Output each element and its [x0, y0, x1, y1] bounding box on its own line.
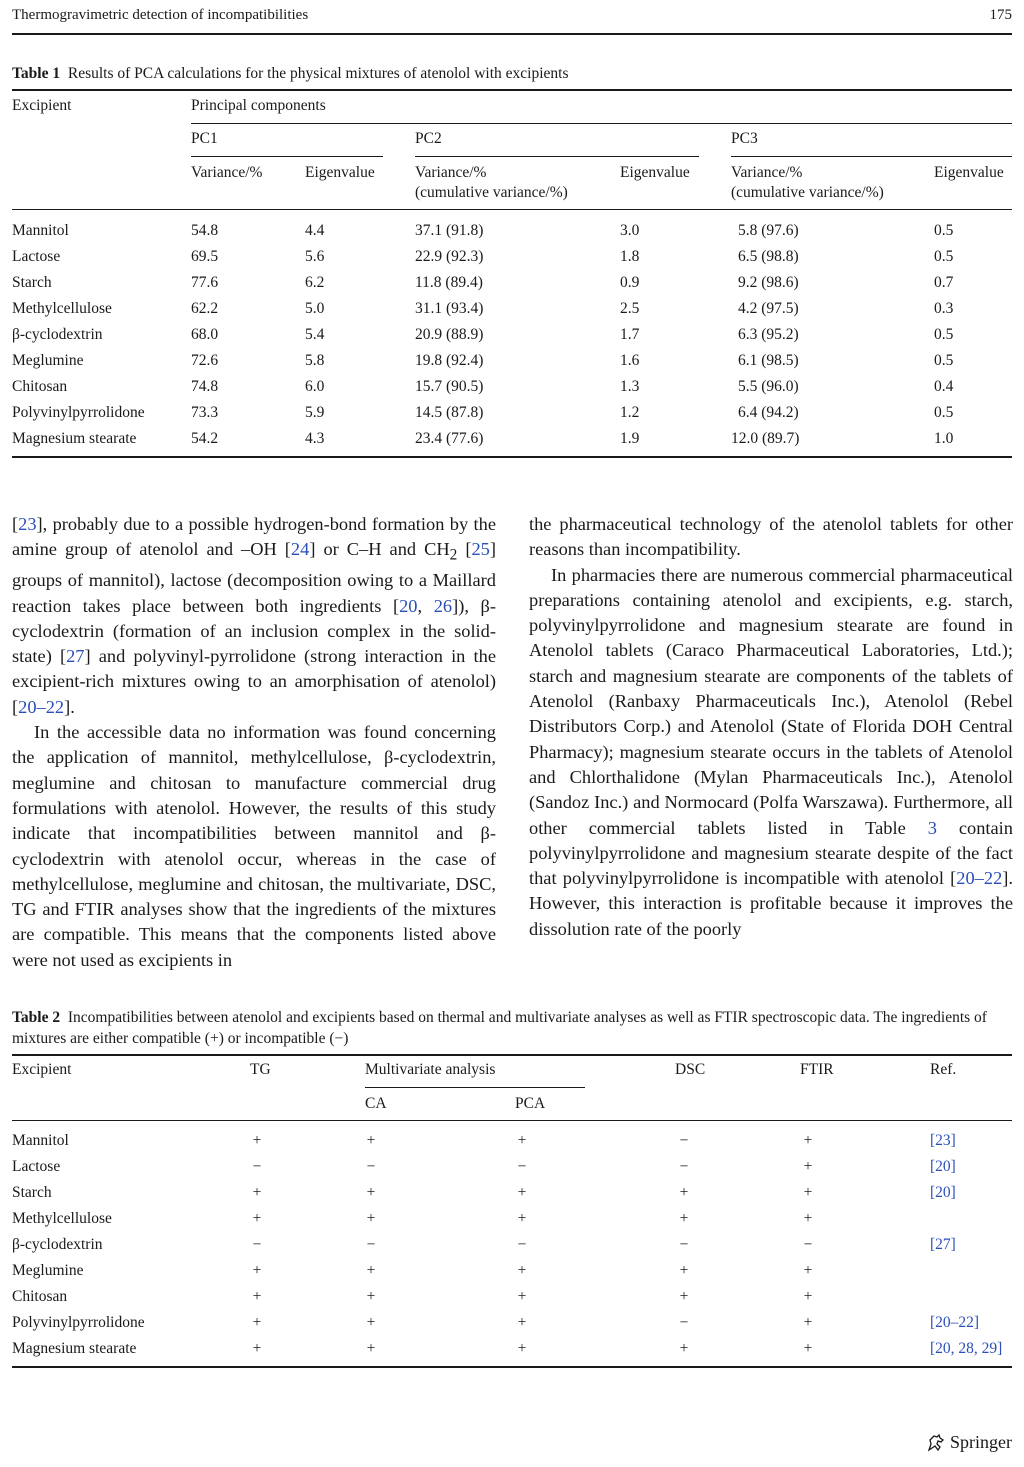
- table1-cell: 9.2 (98.6): [738, 274, 799, 291]
- table2-cell-mark: +: [366, 1314, 376, 1331]
- text-run: ]. However, this interaction is profitable because it improves the dissolution rate of the poorly: [529, 868, 1013, 939]
- running-head: [12, 7, 1012, 31]
- text-run: ] or C–H and CH: [309, 539, 450, 560]
- table1-cell: 4.2 (97.5): [738, 300, 799, 317]
- table1-cell: 1.3: [620, 378, 640, 395]
- table1-cell: 5.5 (96.0): [738, 378, 799, 395]
- table2-cell-mark: −: [517, 1236, 527, 1253]
- table1-cell: 6.5 (98.8): [738, 248, 799, 265]
- table1-principal-rule: [191, 123, 1012, 124]
- table1-cell: 72.6: [191, 352, 219, 369]
- table1-cell: 68.0: [191, 326, 219, 343]
- table1-cell-excipient: Chitosan: [12, 378, 68, 395]
- table2-cell-excipient: β-cyclodextrin: [12, 1236, 103, 1253]
- table2-cell-excipient: Magnesium stearate: [12, 1340, 137, 1357]
- table1-cell: 1.0: [934, 430, 954, 447]
- table1-cell-excipient: Magnesium stearate: [12, 430, 137, 447]
- citation-link[interactable]: 20–22: [18, 696, 65, 717]
- paragraph: [529, 512, 1013, 563]
- table1-cell: 4.4: [305, 222, 325, 239]
- table2-cell-ref[interactable]: [20–22]: [930, 1314, 980, 1331]
- table2-cell-ref[interactable]: [20]: [930, 1158, 956, 1175]
- table1-cell: 5.9: [305, 404, 325, 421]
- text-run: [: [12, 514, 19, 534]
- table1-cell-excipient: Methylcellulose: [12, 300, 112, 317]
- paragraph: [12, 512, 496, 720]
- table1-head-pc2: PC2: [415, 130, 442, 147]
- table2-cell-mark: +: [517, 1314, 527, 1331]
- table1-cell: 5.8: [305, 352, 325, 369]
- table2-cell-mark: +: [252, 1340, 262, 1357]
- running-head-rule: [12, 33, 1012, 35]
- table1-cell: 5.8 (97.6): [738, 222, 799, 239]
- text-run: ], probably due to a possible hydrogen-bond formation by the amine group of atenolol and –OH [: [12, 514, 496, 560]
- text-run: ,: [417, 595, 434, 616]
- citation-link[interactable]: 25: [471, 539, 490, 560]
- table1-cell: 62.2: [191, 300, 219, 317]
- table2-cell-mark: +: [517, 1288, 527, 1305]
- table1-cell: 0.5: [934, 404, 954, 421]
- table1-head-pc2-cumulative: (cumulative variance/%): [415, 184, 568, 201]
- table2-caption: [12, 1007, 1012, 1049]
- table2-cell-mark: +: [803, 1288, 813, 1305]
- paragraph: [12, 720, 496, 973]
- table2-cell-mark: −: [366, 1236, 376, 1253]
- table2-head-ftir: FTIR: [800, 1061, 834, 1078]
- table2-head-pca: PCA: [515, 1095, 546, 1112]
- table1-cell: 1.8: [620, 248, 640, 265]
- table1-cell: 22.9 (92.3): [415, 248, 484, 265]
- table2-cell-mark: +: [803, 1340, 813, 1357]
- table2-cell-mark: +: [679, 1262, 689, 1279]
- table2-head-tg: TG: [250, 1061, 271, 1078]
- subscript: 2: [449, 546, 458, 564]
- table2-cell-mark: +: [366, 1132, 376, 1149]
- table2-cell-mark: −: [679, 1132, 689, 1149]
- table2-cell-mark: +: [366, 1184, 376, 1201]
- table1-head-pc1-variance: Variance/%: [191, 164, 263, 181]
- table2-cell-mark: +: [366, 1210, 376, 1227]
- table1-cell: 12.0 (89.7): [731, 430, 800, 447]
- table1-head-excipient: Excipient: [12, 97, 72, 114]
- table2-multivariate-rule: [365, 1087, 585, 1088]
- table1-head-pc3-cumulative: (cumulative variance/%): [731, 184, 884, 201]
- table1-head-pc2-variance: Variance/%: [415, 164, 487, 181]
- table2-cell-excipient: Mannitol: [12, 1132, 69, 1149]
- citation-link[interactable]: 23: [18, 514, 37, 534]
- table1-cell: 1.9: [620, 430, 640, 447]
- table2-cell-mark: +: [803, 1184, 813, 1201]
- table1-cell: 6.0: [305, 378, 325, 395]
- table1-cell: 1.7: [620, 326, 640, 343]
- table1-cell: 3.0: [620, 222, 640, 239]
- table2-cell-ref[interactable]: [20, 28, 29]: [930, 1340, 1003, 1357]
- table1-cell: 0.7: [934, 274, 954, 291]
- publisher-name: Springer: [950, 1432, 1012, 1452]
- table2-cell-mark: +: [679, 1184, 689, 1201]
- table1-label: Table 1: [12, 65, 61, 82]
- paragraph: [529, 563, 1013, 942]
- table1-cell: 0.5: [934, 248, 954, 265]
- table1-cell: 5.4: [305, 326, 325, 343]
- table1-head-pc3-eigen: Eigenvalue: [934, 164, 1004, 181]
- publisher-footer: [926, 1432, 1012, 1453]
- table2-cell-mark: +: [252, 1314, 262, 1331]
- table2-cell-ref[interactable]: [20]: [930, 1184, 956, 1201]
- table1-cell: 15.7 (90.5): [415, 378, 484, 395]
- table1-head-rule: [12, 209, 1012, 210]
- table1-cell: 6.4 (94.2): [738, 404, 799, 421]
- table1-cell: 6.2: [305, 274, 325, 291]
- table1-cell: 5.6: [305, 248, 325, 265]
- citation-link[interactable]: 27: [66, 646, 85, 667]
- table2-cell-mark: −: [517, 1158, 527, 1175]
- table2-head-multivariate: Multivariate analysis: [365, 1061, 496, 1078]
- table1-cell: 73.3: [191, 404, 219, 421]
- table2-head-dsc: DSC: [675, 1061, 706, 1078]
- table1-cell-excipient: Starch: [12, 274, 52, 291]
- table1-cell: 0.9: [620, 274, 640, 291]
- table1-cell: 14.5 (87.8): [415, 404, 484, 421]
- text-run: ]), β-cyclodextrin (formation of an inclusion complex in the solid-state) [: [12, 595, 496, 667]
- table1-cell: 77.6: [191, 274, 219, 291]
- table1-cell-excipient: Lactose: [12, 248, 61, 265]
- table1-cell: 54.2: [191, 430, 219, 447]
- table1-cell: 19.8 (92.4): [415, 352, 484, 369]
- table1-cell-excipient: Polyvinylpyrrolidone: [12, 404, 145, 421]
- body-column-left: [12, 512, 496, 973]
- table2-head-ca: CA: [365, 1095, 387, 1112]
- table2-cell-mark: +: [366, 1340, 376, 1357]
- table2-caption-text: Incompatibilities between atenolol and excipients based on thermal and multivariate analyses as well as FTIR spectroscopic data. The ingredients of mixtures are either compatible (+) or incompatible (−): [12, 1009, 987, 1047]
- table1-cell-excipient: β-cyclodextrin: [12, 326, 103, 343]
- table2-cell-mark: +: [252, 1210, 262, 1227]
- table2-cell-mark: +: [517, 1184, 527, 1201]
- table1-cell: 74.8: [191, 378, 219, 395]
- table2-cell-excipient: Chitosan: [12, 1288, 68, 1305]
- table2-cell-excipient: Starch: [12, 1184, 52, 1201]
- table2-cell-mark: −: [803, 1236, 813, 1253]
- table2-cell-mark: +: [679, 1288, 689, 1305]
- table2-cell-mark: +: [679, 1210, 689, 1227]
- table1-cell: 6.3 (95.2): [738, 326, 799, 343]
- table2-cell-mark: +: [517, 1132, 527, 1149]
- table2-cell-mark: +: [252, 1288, 262, 1305]
- table2-cell-mark: +: [803, 1132, 813, 1149]
- table2-cell-mark: +: [517, 1262, 527, 1279]
- table2-cell-excipient: Polyvinylpyrrolidone: [12, 1314, 145, 1331]
- table1-cell: 1.2: [620, 404, 640, 421]
- table1-head-pc1-eigen: Eigenvalue: [305, 164, 375, 181]
- table1-cell: 0.4: [934, 378, 954, 395]
- citation-link[interactable]: 20: [399, 595, 418, 616]
- text-run: In the accessible data no information was found concerning the application of mannitol, methylcellulose, β-cyclodextrin, meglumine and chitosan to manufacture commercial drug formulations with atenolol. However, the results of this study indicate that incompatibilities between mannitol and β-cyclodextrin with atenolol occur, whereas in the case of methylcellulose, meglumine and chitosan, the multivariate, DSC, TG and FTIR analyses show that the ingredients of the mixtures are compatible. This means that the components listed above were not used as excipients in: [12, 722, 496, 970]
- table2-cell-mark: +: [803, 1158, 813, 1175]
- table1-cell: 31.1 (93.4): [415, 300, 484, 317]
- body-column-right: [529, 512, 1013, 942]
- table1-cell: 2.5: [620, 300, 640, 317]
- table1-cell: 6.1 (98.5): [738, 352, 799, 369]
- table2-cell-mark: +: [252, 1262, 262, 1279]
- text-run: the pharmaceutical technology of the atenolol tablets for other reasons than incompatibility.: [529, 514, 1013, 560]
- table2-cell-mark: −: [252, 1158, 262, 1175]
- table1-cell: 54.8: [191, 222, 219, 239]
- table1-head-pc3-variance: Variance/%: [731, 164, 803, 181]
- table1-pc1-rule: [191, 156, 383, 157]
- text-run: ] groups of mannitol), lactose (decomposition owing to a Maillard reaction takes place between both ingredients [: [12, 539, 496, 616]
- table1-caption: [12, 63, 1012, 84]
- text-run: [: [457, 539, 472, 560]
- springer-horse-icon: [926, 1433, 946, 1453]
- running-title: Thermogravimetric detection of incompatibilities: [12, 7, 309, 23]
- citation-link[interactable]: 24: [290, 539, 310, 560]
- table1-top-rule: [12, 89, 1012, 91]
- table1-head-pc2-eigen: Eigenvalue: [620, 164, 690, 181]
- table1-cell: 20.9 (88.9): [415, 326, 484, 343]
- table1-cell: 37.1 (91.8): [415, 222, 484, 239]
- table2-cell-ref[interactable]: [23]: [930, 1132, 956, 1149]
- table2-cell-mark: +: [366, 1288, 376, 1305]
- table2-cell-mark: −: [679, 1314, 689, 1331]
- table2-cell-mark: +: [252, 1184, 262, 1201]
- table1-caption-text: Results of PCA calculations for the physical mixtures of atenolol with excipients: [67, 65, 569, 82]
- text-run: In pharmacies there are numerous commercial pharmaceutical preparations containing atenolol and excipients, e.g. starch, polyvinylpyrrolidone and magnesium stearate are found in Atenolol tablets (Caraco Pharmaceutical Laboratories, Ltd.); starch and magnesium stearate are components of the tablets of Atenolol (Ranbaxy Pharmaceuticals Inc.), Atenolol (Rebel Distributors Corp.) and Atenolol (State of Florida DOH Central Pharmacy); magnesium stearate occurs in the tablets of Atenolol and Chlorthalidone (Mylan Pharmaceuticals Inc.), Atenolol (Sandoz Inc.) and Normocard (Polfa Warszawa). Furthermore, all other commercial tablets listed in Table: [529, 564, 1013, 838]
- table2-head-excipient: Excipient: [12, 1061, 72, 1078]
- table2-cell-mark: +: [366, 1262, 376, 1279]
- text-run: ] and polyvinyl-pyrrolidone (strong interaction in the excipient-rich mixtures owing to an amorphisation of atenolol) [: [12, 646, 496, 717]
- table1-head-principal: Principal components: [191, 97, 326, 114]
- table2-cell-mark: +: [252, 1132, 262, 1149]
- table-link[interactable]: 3: [927, 817, 937, 838]
- table1-cell: 4.3: [305, 430, 325, 447]
- table2-label: Table 2: [12, 1009, 61, 1026]
- table2-cell-mark: −: [366, 1158, 376, 1175]
- table1-cell: 0.5: [934, 222, 954, 239]
- table2-cell-excipient: Methylcellulose: [12, 1210, 112, 1227]
- table2-cell-mark: −: [252, 1236, 262, 1253]
- citation-link[interactable]: 20–22: [956, 868, 1003, 889]
- table2-cell-mark: +: [803, 1210, 813, 1227]
- table2-cell-excipient: Lactose: [12, 1158, 61, 1175]
- table1-cell-excipient: Mannitol: [12, 222, 69, 239]
- table2-cell-mark: +: [803, 1314, 813, 1331]
- table2-cell-ref[interactable]: [27]: [930, 1236, 956, 1253]
- table2-head-ref: Ref.: [930, 1061, 957, 1078]
- table1-cell: 5.0: [305, 300, 325, 317]
- table2-cell-mark: +: [517, 1210, 527, 1227]
- table2-cell-mark: −: [679, 1236, 689, 1253]
- table1-head-pc1: PC1: [191, 130, 218, 147]
- page-number: 175: [989, 7, 1012, 23]
- table1-cell-excipient: Meglumine: [12, 352, 84, 369]
- table2-top-rule: [12, 1054, 1012, 1056]
- table1-bottom-rule: [12, 456, 1012, 458]
- table1-pc2-rule: [415, 156, 699, 157]
- table1-pc3-rule: [731, 156, 1012, 157]
- table2-head-rule: [12, 1120, 1012, 1121]
- table2-cell-mark: +: [803, 1262, 813, 1279]
- citation-link[interactable]: 26: [433, 595, 453, 616]
- table2-bottom-rule: [12, 1366, 1012, 1368]
- table2-cell-excipient: Meglumine: [12, 1262, 84, 1279]
- text-run: contain polyvinylpyrrolidone and magnesium stearate despite of the fact that polyvinylpyrrolidone is incompatible with atenolol [: [529, 817, 1013, 889]
- text-run: ].: [64, 696, 75, 717]
- table2-cell-mark: −: [679, 1158, 689, 1175]
- table1-cell: 1.6: [620, 352, 640, 369]
- table1-cell: 23.4 (77.6): [415, 430, 484, 447]
- table1-head-pc3: PC3: [731, 130, 758, 147]
- table1-cell: 0.3: [934, 300, 954, 317]
- table1-cell: 0.5: [934, 352, 954, 369]
- table2-cell-mark: +: [679, 1340, 689, 1357]
- table1-cell: 69.5: [191, 248, 219, 265]
- table1-cell: 11.8 (89.4): [415, 274, 483, 291]
- table1-cell: 0.5: [934, 326, 954, 343]
- table2-cell-mark: +: [517, 1340, 527, 1357]
